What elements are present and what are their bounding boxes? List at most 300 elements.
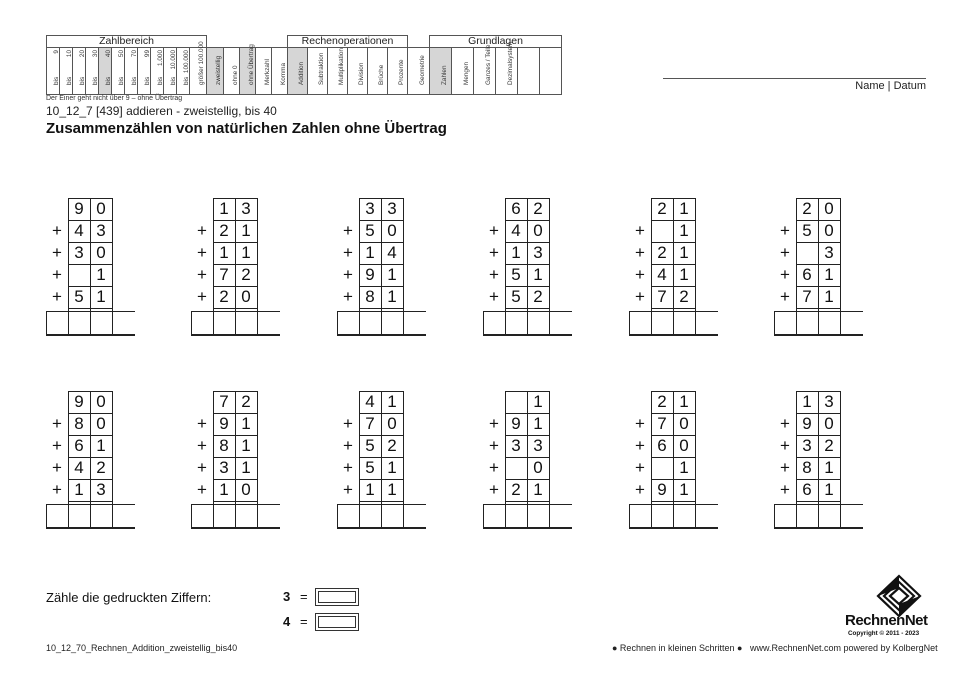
digit-cell: 7 [657, 287, 667, 306]
worksheet-code: 10_12_7 [439] addieren - zweistellig, bis 40 [46, 104, 277, 118]
answer-cell[interactable] [818, 313, 840, 333]
name-date-label: Name | Datum [855, 80, 926, 92]
digit-cell: 0 [241, 287, 251, 306]
digit-cell: 1 [219, 243, 229, 262]
grid-line [796, 457, 841, 458]
digit-cell: 2 [657, 392, 667, 411]
answer-cell[interactable] [629, 313, 651, 333]
grid-line [213, 286, 258, 287]
plus-sign: + [780, 265, 790, 284]
digit-cell: 3 [241, 199, 251, 218]
zahlbereich-col: 99 bis [138, 48, 151, 95]
group-rechenoperationen: Rechenoperationen [288, 36, 408, 48]
operation-col: Addition [288, 48, 308, 95]
grid-line [213, 198, 214, 335]
plus-sign: + [197, 265, 207, 284]
digit-cell [505, 391, 527, 413]
digit-cell [505, 457, 527, 479]
grid-line [505, 242, 550, 243]
geometry-col: Geometrie [408, 48, 430, 95]
digit-cell: 0 [679, 436, 689, 455]
plus-sign: + [52, 480, 62, 499]
sum-line [337, 311, 404, 312]
grid-line [505, 391, 506, 528]
digit-cell: 2 [824, 436, 834, 455]
digit-cell: 1 [241, 221, 251, 240]
digit-cell: 6 [657, 436, 667, 455]
digit-cell: 8 [802, 458, 812, 477]
answer-cell[interactable] [359, 313, 381, 333]
digit-cell: 9 [219, 414, 229, 433]
sum-line [629, 334, 696, 336]
answer-cell[interactable] [191, 506, 213, 526]
grid-line [651, 220, 696, 221]
digit-cell: 9 [511, 414, 521, 433]
copyright: Copyright © 2011 - 2023 [848, 630, 920, 637]
answer-cell[interactable] [46, 506, 68, 526]
grid-line [68, 391, 69, 528]
grid-line [46, 311, 47, 335]
plus-sign: + [489, 458, 499, 477]
zahlbereich-col: 30 bis [86, 48, 99, 95]
answer-cell[interactable] [68, 313, 90, 333]
feature-col: Merkzahl [256, 48, 272, 95]
grid-line [549, 198, 550, 335]
plus-sign: + [635, 480, 645, 499]
grid-line [213, 264, 258, 265]
digit-cell: 1 [219, 199, 229, 218]
digit-cell: 0 [387, 414, 397, 433]
answer-cell[interactable] [774, 313, 796, 333]
digit-cell: 2 [241, 392, 251, 411]
grid-line [651, 413, 696, 414]
answer-cell[interactable] [68, 506, 90, 526]
plus-sign: + [489, 436, 499, 455]
digit-cell: 3 [824, 392, 834, 411]
plus-sign: + [635, 221, 645, 240]
digit-cell: 1 [365, 243, 375, 262]
footer-slogan: ● Rechnen in kleinen Schritten ● [612, 643, 743, 653]
digit-cell: 5 [365, 436, 375, 455]
plus-sign: + [197, 287, 207, 306]
grid-line [673, 198, 674, 335]
answer-cell[interactable] [651, 506, 673, 526]
digit-cell: 1 [241, 414, 251, 433]
digit-cell: 3 [74, 243, 84, 262]
grid-line [505, 413, 550, 414]
digit-cell: 3 [511, 436, 521, 455]
digit-cell: 0 [387, 221, 397, 240]
grid-line [359, 391, 404, 392]
answer-cell[interactable] [213, 506, 235, 526]
grid-line [90, 391, 91, 528]
answer-cell[interactable] [818, 506, 840, 526]
answer-cell[interactable] [505, 313, 527, 333]
answer-cell[interactable] [381, 506, 403, 526]
digit-cell: 2 [241, 265, 251, 284]
grid-line [68, 198, 69, 335]
digit-cell: 1 [387, 287, 397, 306]
sum-line [191, 334, 258, 336]
grid-line [695, 198, 696, 335]
digit-cell: 0 [241, 480, 251, 499]
grid-line [651, 435, 696, 436]
count-answer-box[interactable] [315, 613, 359, 631]
answer-cell[interactable] [527, 506, 549, 526]
grid-line [213, 501, 258, 502]
digit-cell: 1 [241, 436, 251, 455]
plus-sign: + [635, 243, 645, 262]
sum-line [46, 334, 113, 336]
digit-cell: 5 [365, 458, 375, 477]
digit-cell: 4 [511, 221, 521, 240]
sum-line [191, 527, 258, 529]
digit-cell: 0 [679, 414, 689, 433]
grid-line [673, 391, 674, 528]
digit-cell: 1 [533, 265, 543, 284]
digit-cell: 5 [511, 287, 521, 306]
digit-cell: 1 [241, 458, 251, 477]
digit-cell: 9 [74, 199, 84, 218]
digit-cell: 1 [533, 414, 543, 433]
grid-line [505, 264, 550, 265]
grid-line [818, 198, 819, 335]
feature-col: Komma [272, 48, 288, 95]
zahlbereich-col: 1.000 bis [151, 48, 164, 95]
grid-line [796, 308, 841, 309]
digit-cell: 1 [679, 199, 689, 218]
answer-cell[interactable] [337, 506, 359, 526]
sum-line [483, 311, 550, 312]
grid-line [505, 198, 550, 199]
zahlbereich-col: 9 bis [47, 48, 60, 95]
plus-sign: + [197, 221, 207, 240]
answer-cell[interactable] [673, 313, 695, 333]
digit-cell: 3 [387, 199, 397, 218]
grid-line [213, 435, 258, 436]
grid-line [112, 198, 113, 335]
sum-line [774, 504, 841, 505]
plus-sign: + [52, 436, 62, 455]
basics-col: Dezimalsystem [496, 48, 518, 95]
grid-line [68, 501, 113, 502]
answer-cell[interactable] [90, 506, 112, 526]
digit-cell: 2 [387, 436, 397, 455]
grid-line [359, 264, 404, 265]
answer-cell[interactable] [359, 506, 381, 526]
logo-text: RechnenNet [845, 612, 928, 629]
grid-line [840, 198, 841, 335]
digit-cell: 7 [657, 414, 667, 433]
grid-line [68, 308, 113, 309]
footer-website: www.RechnenNet.com powered by KolbergNet [750, 643, 938, 653]
grid-line [235, 391, 236, 528]
digit-cell: 0 [96, 199, 106, 218]
digit-cell: 6 [74, 436, 84, 455]
rule-note: Der Einer geht nicht über 9 – ohne Übertrag [46, 95, 183, 102]
grid-line [549, 391, 550, 528]
grid-line [796, 198, 841, 199]
grid-line [213, 242, 258, 243]
grid-line [774, 504, 775, 528]
plus-sign: + [343, 480, 353, 499]
plus-sign: + [780, 458, 790, 477]
digit-cell: 1 [511, 243, 521, 262]
plus-sign: + [52, 265, 62, 284]
plus-sign: + [489, 243, 499, 262]
plus-sign: + [489, 265, 499, 284]
grid-line [359, 198, 360, 335]
grid-line [359, 286, 404, 287]
plus-sign: + [489, 287, 499, 306]
plus-sign: + [52, 458, 62, 477]
sum-line [774, 311, 841, 312]
answer-cell[interactable] [796, 313, 818, 333]
answer-cell[interactable] [651, 313, 673, 333]
answer-cell[interactable] [629, 506, 651, 526]
grid-line [68, 264, 113, 265]
digit-cell: 2 [533, 287, 543, 306]
digit-cell: 3 [219, 458, 229, 477]
count-digit: 4 [283, 614, 291, 629]
grid-line [796, 435, 841, 436]
digit-cell: 1 [533, 480, 543, 499]
digit-cell: 2 [657, 243, 667, 262]
digit-cell: 1 [241, 243, 251, 262]
grid-line [796, 501, 841, 502]
grid-line [403, 391, 404, 528]
operation-col: Prozente [388, 48, 408, 95]
plus-sign: + [343, 221, 353, 240]
operation-col: Division [348, 48, 368, 95]
grid-line [651, 198, 652, 335]
grid-line [359, 391, 360, 528]
sum-line [629, 311, 696, 312]
answer-cell[interactable] [774, 506, 796, 526]
digit-cell: 9 [802, 414, 812, 433]
plus-sign: + [197, 458, 207, 477]
plus-sign: + [197, 243, 207, 262]
grid-line [629, 311, 630, 335]
answer-cell[interactable] [235, 506, 257, 526]
digit-cell [651, 457, 673, 479]
plus-sign: + [489, 480, 499, 499]
plus-sign: + [343, 265, 353, 284]
digit-cell: 1 [387, 458, 397, 477]
grid-line [505, 457, 550, 458]
digit-cell: 3 [802, 436, 812, 455]
grid-line [651, 308, 696, 309]
digit-cell: 8 [219, 436, 229, 455]
digit-cell: 1 [365, 480, 375, 499]
zahlbereich-col: 10 bis [60, 48, 73, 95]
sum-line [629, 504, 696, 505]
digit-cell: 3 [533, 243, 543, 262]
grid-line [651, 457, 696, 458]
grid-line [527, 391, 528, 528]
plus-sign: + [780, 436, 790, 455]
grid-line [257, 198, 258, 335]
digit-cell: 7 [365, 414, 375, 433]
footer-filename: 10_12_70_Rechnen_Addition_zweistellig_bis40 [46, 643, 238, 653]
grid-line [651, 264, 696, 265]
answer-cell[interactable] [381, 313, 403, 333]
grid-line [68, 198, 113, 199]
grid-line [68, 242, 113, 243]
plus-sign: + [52, 243, 62, 262]
digit-cell: 2 [802, 199, 812, 218]
digit-cell: 4 [365, 392, 375, 411]
grid-line [68, 435, 113, 436]
plus-sign: + [52, 221, 62, 240]
grid-line [213, 391, 258, 392]
zahlbereich-col: größer 100.000 [190, 48, 207, 95]
grid-line [68, 286, 113, 287]
digit-cell: 6 [802, 265, 812, 284]
digit-cell: 3 [96, 221, 106, 240]
digit-cell: 8 [74, 414, 84, 433]
grid-line [505, 479, 550, 480]
answer-cell[interactable] [505, 506, 527, 526]
grid-line [68, 479, 113, 480]
basics-col: Zahlen [430, 48, 452, 95]
grid-line [774, 311, 775, 335]
digit-cell: 2 [219, 287, 229, 306]
answer-cell[interactable] [796, 506, 818, 526]
grid-line [483, 504, 484, 528]
sum-line [629, 527, 696, 529]
digit-cell: 4 [74, 458, 84, 477]
plus-sign: + [489, 414, 499, 433]
answer-cell[interactable] [46, 313, 68, 333]
grid-line [213, 457, 258, 458]
answer-cell[interactable] [483, 313, 505, 333]
basics-col [518, 48, 540, 95]
grid-line [213, 413, 258, 414]
digit-cell: 1 [824, 480, 834, 499]
digit-cell: 2 [679, 287, 689, 306]
grid-line [695, 391, 696, 528]
grid-line [213, 308, 258, 309]
grid-line [68, 220, 113, 221]
grid-line [651, 286, 696, 287]
digit-cell [68, 264, 90, 286]
digit-cell [796, 242, 818, 264]
digit-cell: 1 [679, 221, 689, 240]
answer-cell[interactable] [527, 313, 549, 333]
plus-sign: + [635, 265, 645, 284]
grid-line [359, 308, 404, 309]
grid-line [213, 479, 258, 480]
digit-cell: 7 [219, 392, 229, 411]
count-instruction: Zähle die gedruckten Ziffern: [46, 590, 212, 605]
grid-line [213, 391, 214, 528]
grid-line [796, 220, 841, 221]
grid-line [191, 504, 192, 528]
grid-line [651, 391, 652, 528]
plus-sign: + [343, 458, 353, 477]
grid-line [651, 242, 696, 243]
digit-cell: 3 [824, 243, 834, 262]
operation-col: Multiplikation [328, 48, 348, 95]
answer-cell[interactable] [235, 313, 257, 333]
digit-cell: 5 [802, 221, 812, 240]
grid-line [68, 457, 113, 458]
grid-line [337, 311, 338, 335]
equals-sign: = [300, 589, 308, 604]
grid-line [505, 286, 550, 287]
sum-line [46, 504, 113, 505]
group-zahlbereich: Zahlbereich [47, 36, 207, 48]
digit-cell: 1 [679, 392, 689, 411]
digit-cell: 1 [824, 287, 834, 306]
digit-cell: 1 [96, 287, 106, 306]
feature-col: zweistellig [207, 48, 224, 95]
plus-sign: + [52, 287, 62, 306]
grid-line [818, 391, 819, 528]
plus-sign: + [635, 414, 645, 433]
grid-line [483, 311, 484, 335]
grid-line [796, 242, 841, 243]
answer-cell[interactable] [483, 506, 505, 526]
operation-col: Subtraktion [308, 48, 328, 95]
plus-sign: + [52, 414, 62, 433]
sum-line [337, 334, 404, 336]
grid-line [359, 413, 404, 414]
grid-line [257, 391, 258, 528]
grid-line [505, 501, 550, 502]
grid-line [381, 198, 382, 335]
digit-cell: 7 [802, 287, 812, 306]
grid-line [651, 198, 696, 199]
digit-cell: 5 [365, 221, 375, 240]
digit-cell: 1 [219, 480, 229, 499]
digit-cell: 1 [802, 392, 812, 411]
digit-cell: 1 [96, 436, 106, 455]
answer-cell[interactable] [213, 313, 235, 333]
answer-cell[interactable] [337, 313, 359, 333]
answer-cell[interactable] [191, 313, 213, 333]
answer-cell[interactable] [90, 313, 112, 333]
grid-line [796, 479, 841, 480]
sum-line [46, 311, 113, 312]
count-answer-box[interactable] [315, 588, 359, 606]
digit-cell: 1 [679, 458, 689, 477]
sum-line [337, 527, 404, 529]
basics-col [540, 48, 562, 95]
digit-cell: 0 [824, 221, 834, 240]
sum-line [191, 504, 258, 505]
digit-cell: 2 [219, 221, 229, 240]
digit-cell: 8 [365, 287, 375, 306]
sum-line [483, 334, 550, 336]
digit-cell: 5 [511, 265, 521, 284]
zahlbereich-col: 100.000 bis [177, 48, 190, 95]
digit-cell: 9 [74, 392, 84, 411]
digit-cell: 1 [824, 458, 834, 477]
grid-line [68, 413, 113, 414]
digit-cell: 9 [365, 265, 375, 284]
zahlbereich-col: 70 bis [125, 48, 138, 95]
digit-cell: 2 [657, 199, 667, 218]
answer-cell[interactable] [673, 506, 695, 526]
grid-line [796, 413, 841, 414]
grid-line [840, 391, 841, 528]
grid-line [403, 198, 404, 335]
digit-cell: 1 [824, 265, 834, 284]
digit-cell: 9 [657, 480, 667, 499]
digit-cell: 1 [387, 265, 397, 284]
